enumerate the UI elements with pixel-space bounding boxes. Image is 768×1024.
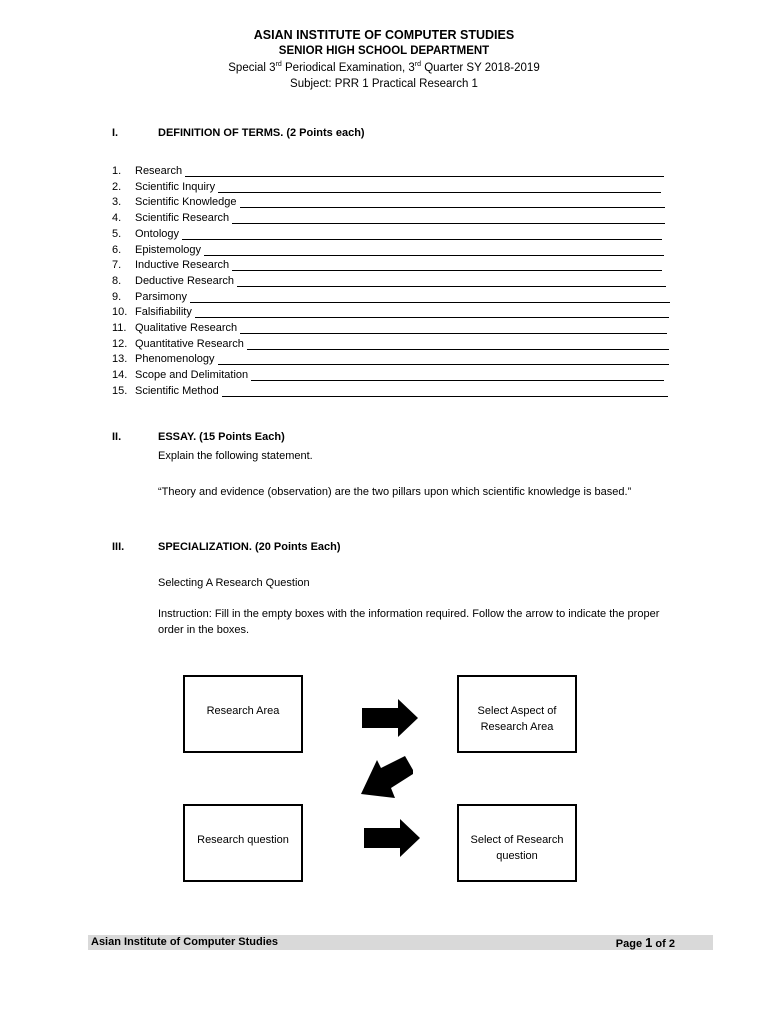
exam-title-prefix: Special 3: [228, 62, 276, 74]
exam-title-sup1: rd: [275, 61, 282, 69]
down-left-arrow-icon: [355, 754, 417, 802]
term-item: [112, 210, 665, 224]
term-item: [112, 336, 669, 350]
answer-line[interactable]: [195, 307, 669, 318]
footer-page-prefix: Page: [615, 938, 646, 950]
term-item: [112, 242, 664, 256]
section2-title: ESSAY. (15 Points Each): [158, 431, 285, 443]
answer-line[interactable]: [185, 166, 664, 177]
box-select-research-question-label: Select of Research question: [470, 834, 564, 862]
term-number: 2.: [112, 180, 122, 193]
box-research-area-label: Research Area: [206, 705, 280, 717]
answer-line[interactable]: [237, 276, 666, 287]
term-number: 4.: [112, 212, 122, 225]
section1-title: DEFINITION OF TERMS. (2 Points each): [158, 127, 365, 139]
term-number: 13.: [112, 353, 128, 366]
term-item: [112, 226, 662, 240]
term-number: 14.: [112, 369, 128, 382]
answer-line[interactable]: [240, 323, 667, 334]
term-item: [112, 289, 670, 303]
term-label: Scope and Delimitation: [135, 369, 249, 382]
term-item: [112, 163, 664, 177]
footer-page-current: 1: [645, 935, 653, 950]
exam-title-sup2: rd: [414, 61, 422, 69]
term-number: 3.: [112, 196, 122, 209]
right-arrow-icon: [360, 698, 420, 740]
term-label: Phenomenology: [135, 353, 215, 366]
department-title: SENIOR HIGH SCHOOL DEPARTMENT: [278, 45, 490, 57]
term-number: 7.: [112, 259, 122, 272]
term-number: 1.: [112, 165, 122, 177]
term-label: Deductive Research: [135, 274, 235, 287]
box-select-research-question: [457, 804, 577, 882]
footer-institution: Asian Institute of Computer Studies: [91, 936, 279, 948]
right-arrow-icon: [362, 818, 422, 860]
box-research-area: [183, 675, 303, 753]
term-label: Inductive Research: [135, 259, 230, 272]
page-footer: [88, 935, 713, 950]
term-item: [112, 383, 668, 397]
answer-line[interactable]: [222, 386, 668, 397]
term-item: [112, 273, 666, 287]
answer-line[interactable]: [182, 229, 662, 240]
term-item: [112, 351, 669, 365]
answer-line[interactable]: [190, 292, 670, 303]
answer-line[interactable]: [232, 213, 665, 224]
term-item: [112, 367, 664, 381]
term-item: [112, 304, 669, 318]
term-label: Research: [135, 165, 183, 177]
term-label: Qualitative Research: [135, 322, 238, 334]
answer-line[interactable]: [204, 245, 664, 256]
answer-line[interactable]: [247, 339, 669, 350]
exam-title-suffix: Quarter SY 2018-2019: [421, 62, 540, 74]
section1-number: I.: [112, 127, 119, 139]
term-number: 5.: [112, 227, 122, 240]
term-label: Quantitative Research: [135, 337, 244, 350]
specialization-subtitle: Selecting A Research Question: [158, 577, 310, 589]
term-item: [112, 257, 662, 271]
exam-title: [0, 62, 768, 74]
term-number: 8.: [112, 274, 122, 287]
institution-title: ASIAN INSTITUTE OF COMPUTER STUDIES: [253, 28, 515, 42]
answer-line[interactable]: [218, 182, 661, 193]
specialization-instruction-line1: Instruction: Fill in the empty boxes with the information required. Follow the arrow to indicate the proper: [158, 608, 660, 620]
term-label: Parsimony: [135, 290, 187, 303]
term-number: 6.: [112, 243, 122, 256]
term-item: [112, 179, 661, 193]
term-number: 12.: [112, 337, 128, 350]
answer-line[interactable]: [232, 260, 662, 271]
box-select-aspect-label: Select Aspect of Research Area: [477, 705, 557, 733]
specialization-instruction-line2: order in the boxes.: [158, 624, 250, 636]
term-label: Falsifiability: [135, 306, 192, 319]
term-number: 9.: [112, 290, 122, 303]
footer-page-number: [616, 935, 675, 952]
term-number: 15.: [112, 384, 128, 397]
box-research-question: [183, 804, 303, 882]
answer-line[interactable]: [251, 370, 664, 381]
term-label: Epistemology: [135, 243, 202, 256]
footer-page-suffix: of 2: [652, 938, 675, 950]
section2-number: II.: [112, 431, 122, 443]
term-item: [112, 320, 667, 334]
term-number: 10.: [112, 306, 128, 319]
exam-title-middle: Periodical Examination, 3: [281, 62, 415, 74]
term-label: Ontology: [135, 227, 180, 240]
term-label: Scientific Knowledge: [135, 196, 237, 209]
essay-instruction: Explain the following statement.: [158, 450, 313, 462]
essay-quote: “Theory and evidence (observation) are the two pillars upon which scientific knowledge is based.”: [158, 486, 632, 498]
subject-line: Subject: PRR 1 Practical Research 1: [290, 78, 478, 90]
section3-number: III.: [112, 541, 125, 553]
term-label: Scientific Inquiry: [135, 180, 216, 193]
section3-title: SPECIALIZATION. (20 Points Each): [158, 541, 341, 553]
box-research-question-label: Research question: [197, 834, 289, 846]
answer-line[interactable]: [218, 354, 669, 365]
box-select-aspect: [457, 675, 577, 753]
term-item: [112, 194, 665, 208]
term-label: Scientific Method: [135, 384, 219, 397]
term-label: Scientific Research: [135, 212, 230, 225]
term-number: 11.: [112, 322, 127, 334]
answer-line[interactable]: [240, 197, 665, 208]
